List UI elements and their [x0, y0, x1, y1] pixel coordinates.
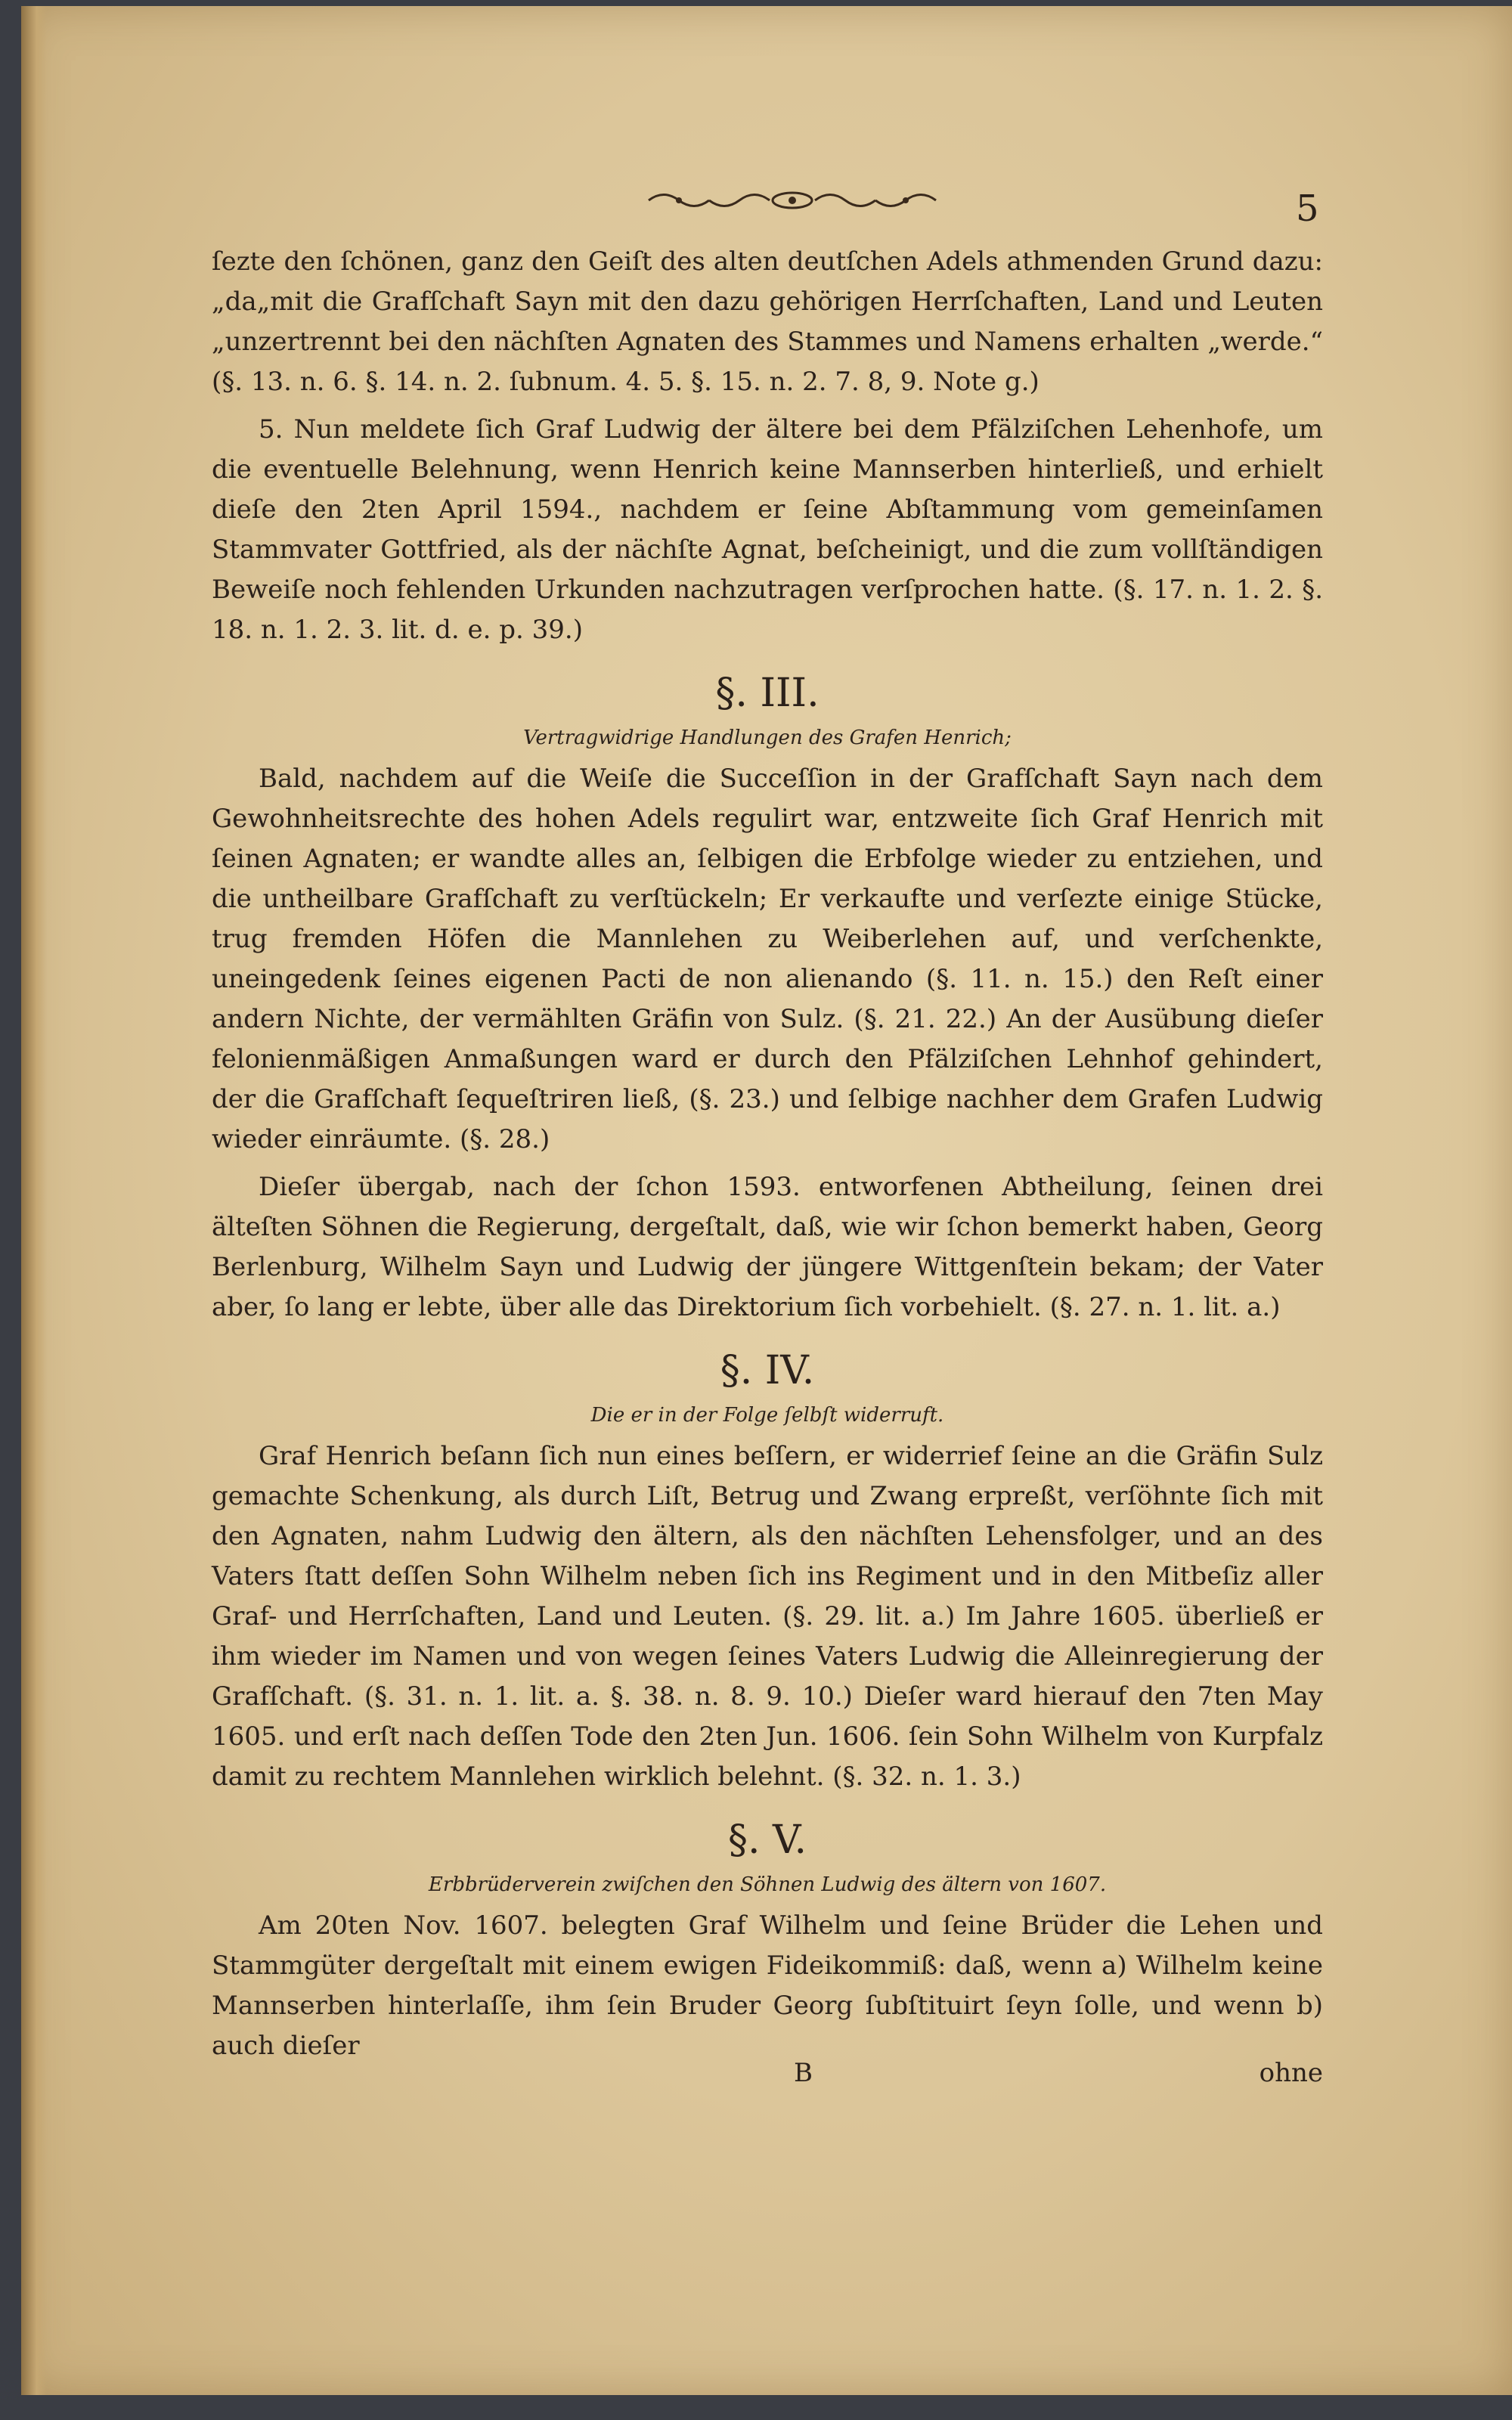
- page-body: [212, 242, 1323, 2074]
- decorative-ornament-icon: [641, 181, 943, 219]
- catchword: ohne: [1259, 2058, 1323, 2088]
- section-heading: §. V.: [727, 1817, 807, 1863]
- paragraph: Graf Henrich beſann ſich nun eines beſſern, er widerrief ſeine an die Gräfin Sulz gemachte Schenkung, als durch Liſt, Betrug und Zwang erpreßt, verſöhnte ſich mit den Agnaten, nahm Ludwig den ältern, als den nächſten Lehensfolger, und an des Vaters ſtatt deſſen Sohn Wilhelm neben ſich ins Regiment und in den Mitbeſiz aller Graf- und Herrſchaften, Land und Leuten. (§. 29. lit. a.) Im Jahre 1605. überließ er ihm wieder im Namen und von wegen ſeines Vaters Ludwig die Alleinregierung der Grafſchaft. (§. 31. n. 1. lit. a. §. 38. n. 8. 9. 10.) Dieſer ward hierauf den 7ten May 1605. und erſt nach deſſen Tode den 2ten Jun. 1606. ſein Sohn Wilhelm von Kurpfalz damit zu rechtem Mannlehen wirklich belehnt. (§. 32. n. 1. 3.): [212, 1441, 1323, 1792]
- section-heading: §. III.: [715, 671, 820, 716]
- section-subtitle: Erbbrüderverein zwiſchen den Söhnen Ludwig des ältern von 1607.: [428, 1873, 1107, 1896]
- page-spine-shadow: [21, 6, 47, 2395]
- section-heading: §. IV.: [720, 1348, 815, 1393]
- section-subtitle: Vertragwidrige Handlungen des Grafen Henrich;: [523, 727, 1012, 749]
- paragraph: Bald, nachdem auf die Weiſe die Succeſſion in der Grafſchaft Sayn nach dem Gewohnheitsrechte des hohen Adels regulirt war, entzweite ſich Graf Henrich mit ſeinen Agnaten; er wandte alles an, ſelbigen die Erbfolge wieder zu entziehen, und die untheilbare Grafſchaft zu verſtückeln; Er verkaufte und verſezte einige Stücke, trug fremden Höfen die Mannlehen zu Weiberlehen auf, und verſchenkte, uneingedenk ſeines eigenen Pacti de non alienando (§. 11. n. 15.) den Reſt einer andern Nichte, der vermählten Gräfin von Sulz. (§. 21. 22.) An der Ausübung dieſer felonienmäßigen Anmaßungen ward er durch den Pfälziſchen Lehnhof gehindert, der die Grafſchaft ſequeſtriren ließ, (§. 23.) und ſelbige nachher dem Grafen Ludwig wieder einräumte. (§. 28.): [212, 764, 1323, 1154]
- paragraph: ſezte den ſchönen, ganz den Geiſt des alten deutſchen Adels athmenden Grund dazu: „da„mit die Grafſchaft Sayn mit den dazu gehörigen Herrſchaften, Land und Leuten „unzertrennt bei den nächſten Agnaten des Stammes und Namens erhalten „werde.“ (§. 13. n. 6. §. 14. n. 2. ſubnum. 4. 5. §. 15. n. 2. 7. 8, 9. Note g.): [212, 246, 1323, 397]
- section-subtitle: Die er in der Folge ſelbſt widerruft.: [590, 1404, 944, 1427]
- signature-mark: B: [794, 2058, 813, 2088]
- page-footer: [212, 2058, 1323, 2096]
- paragraph: Am 20ten Nov. 1607. belegten Graf Wilhelm und ſeine Brüder die Lehen und Stammgüter dergeſtalt mit einem ewigen Fideikommiß: daß, wenn a) Wilhelm keine Mannserben hinterlaſſe, ihm ſein Bruder Georg ſubſtituirt ſeyn ſolle, und wenn b) auch dieſer: [212, 1910, 1323, 2061]
- book-page: [21, 6, 1512, 2395]
- page-number: 5: [1296, 187, 1319, 230]
- paragraph: 5. Nun meldete ſich Graf Ludwig der ältere bei dem Pfälziſchen Lehenhofe, um die eventuelle Belehnung, wenn Henrich keine Mannserben hinterließ, und erhielt dieſe den 2ten April 1594., nachdem er ſeine Abſtammung vom gemeinſamen Stammvater Gottfried, als der nächſte Agnat, beſcheinigt, und die zum vollſtändigen Beweiſe noch fehlenden Urkunden nachzutragen verſprochen hatte. (§. 17. n. 1. 2. §. 18. n. 1. 2. 3. lit. d. e. p. 39.): [212, 414, 1323, 645]
- paragraph: Dieſer übergab, nach der ſchon 1593. entworfenen Abtheilung, ſeinen drei älteſten Söhnen die Regierung, dergeſtalt, daß, wie wir ſchon bemerkt haben, Georg Berlenburg, Wilhelm Sayn und Ludwig der jüngere Wittgenſtein bekam; der Vater aber, ſo lang er lebte, über alle das Direktorium ſich vorbehielt. (§. 27. n. 1. lit. a.): [212, 1172, 1323, 1322]
